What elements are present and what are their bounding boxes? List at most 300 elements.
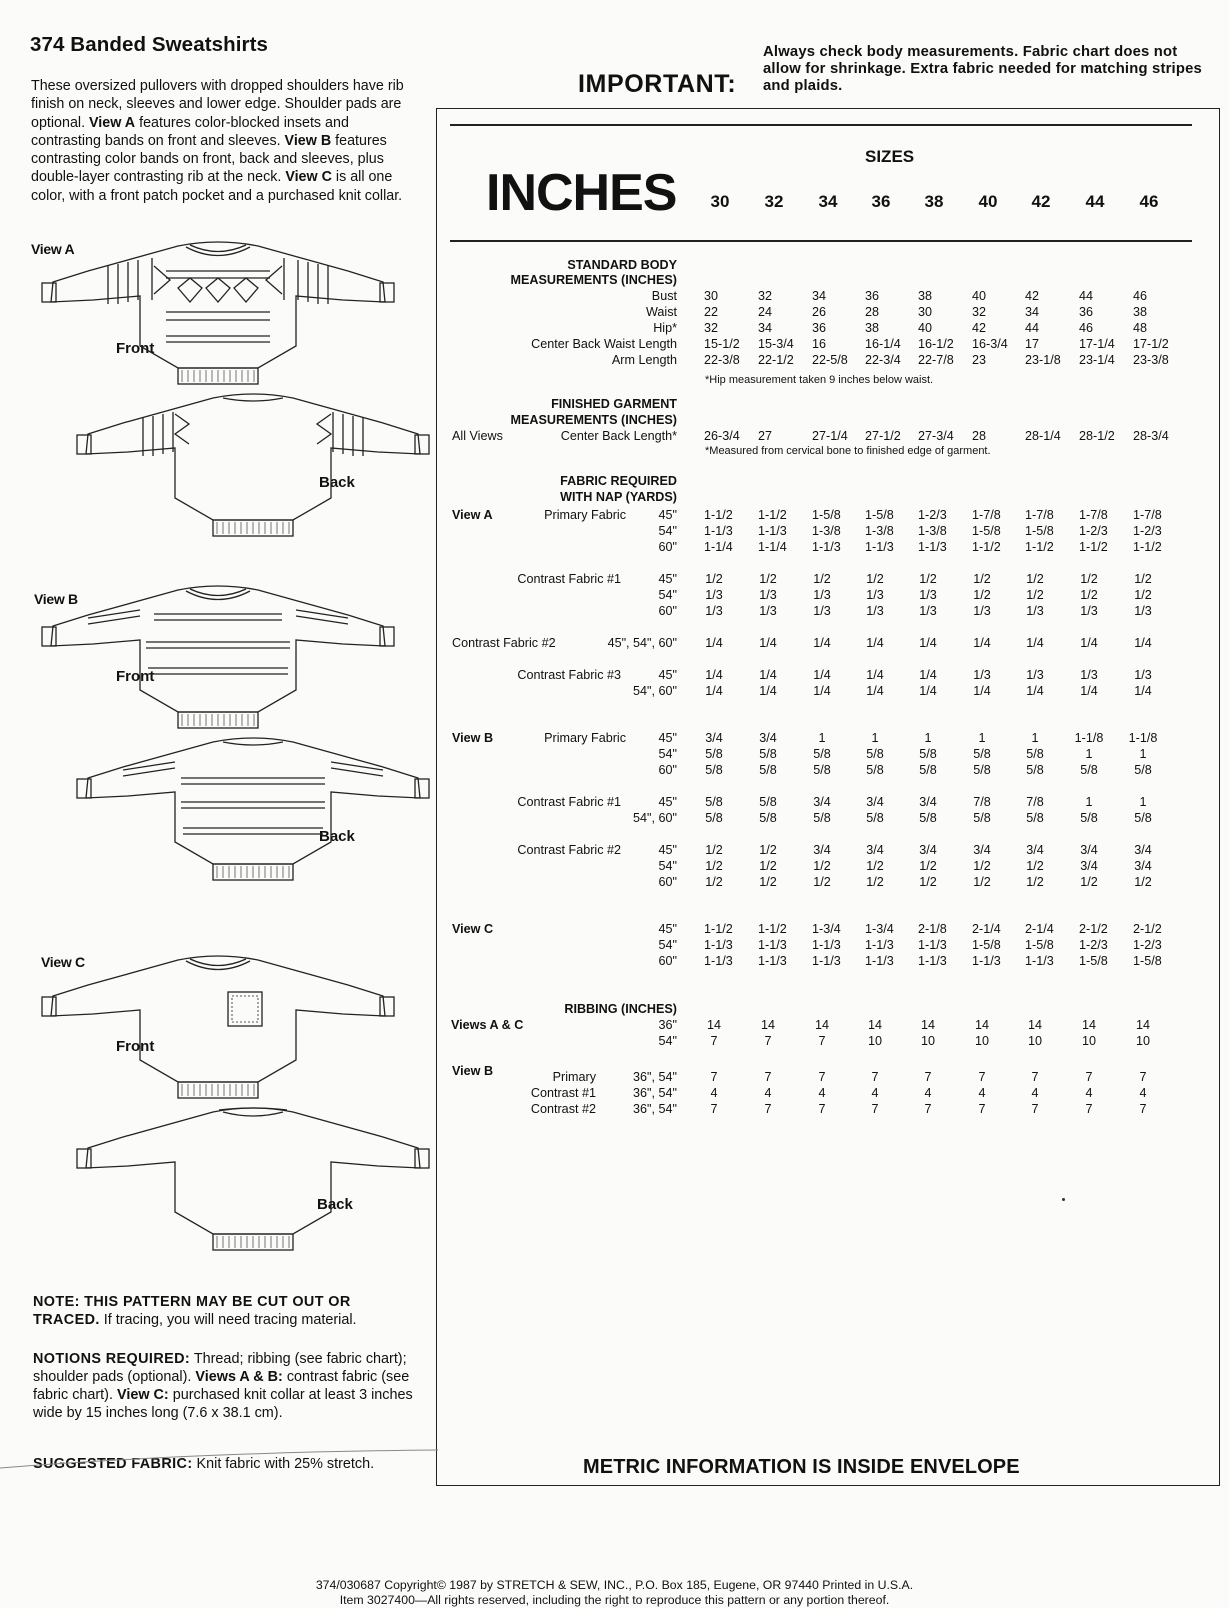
table-cell: 22-3/4 [865, 353, 901, 367]
table-cell: 7 [818, 1102, 826, 1116]
row-label: 36", 54" [633, 1070, 677, 1084]
table-cell: 1/2 [1026, 588, 1044, 602]
table-cell: 16-1/4 [865, 337, 901, 351]
row-label: Primary [552, 1070, 596, 1084]
table-cell: 1-1/3 [704, 938, 733, 952]
table-cell: 1-1/4 [758, 540, 787, 554]
row-label: STANDARD BODY [567, 258, 677, 272]
table-cell: 34 [1025, 305, 1040, 319]
table-cell: 1-1/3 [865, 540, 894, 554]
cut-or-trace-note [33, 1293, 415, 1329]
table-cell: 1 [1139, 795, 1147, 809]
row-label: 54" [658, 588, 677, 602]
row-label: 36", 54" [633, 1102, 677, 1116]
sizes-label: SIZES [865, 147, 915, 166]
table-cell: 5/8 [919, 747, 937, 761]
table-cell: 1/4 [759, 684, 777, 698]
table-cell: 1/4 [813, 668, 831, 682]
table-cell: 7 [1139, 1102, 1147, 1116]
table-cell: 10 [974, 1034, 989, 1048]
table-cell: 1/3 [759, 588, 777, 602]
table-cell: 1-2/3 [918, 508, 947, 522]
table-cell: 10 [1081, 1034, 1096, 1048]
table-cell: 22-7/8 [918, 353, 954, 367]
copyright-footer [0, 1578, 1229, 1608]
table-cell: 5/8 [919, 763, 937, 777]
view-b-front-label: Front [116, 668, 155, 685]
row-label: 45" [658, 922, 677, 936]
table-cell: 1/2 [973, 875, 991, 889]
notions-caps: NOTIONS REQUIRED: [33, 1351, 191, 1367]
table-cell: 1-1/2 [1025, 540, 1054, 554]
row-label: 36" [658, 1018, 677, 1032]
table-cell: 1/3 [705, 604, 723, 618]
table-cell: 3/4 [973, 843, 991, 857]
description-run: features color-blocked insets and contrasting bands on front and sleeves. [31, 114, 349, 149]
table-cell: 5/8 [759, 795, 777, 809]
row-label: FINISHED GARMENT [551, 397, 677, 411]
view-b-back-label: Back [319, 828, 355, 845]
table-cell: 1-7/8 [1133, 508, 1162, 522]
view-c-front-label: Front [116, 1038, 155, 1055]
row-label: Center Back Length* [560, 429, 677, 443]
size-header: 42 [1031, 192, 1051, 211]
table-cell: 36 [865, 289, 880, 303]
table-cell: 1-1/3 [758, 524, 787, 538]
table-cell: 14 [867, 1018, 882, 1032]
table-cell: 1 [818, 731, 826, 745]
row-label: Hip* [653, 321, 677, 335]
table-cell: 5/8 [705, 747, 723, 761]
table-cell: 1-1/8 [1128, 731, 1158, 745]
table-cell: 1/2 [759, 875, 777, 889]
notions-view-c: View C: [116, 1387, 169, 1403]
table-cell: 1-1/3 [865, 938, 894, 952]
table-cell: 1/4 [919, 636, 937, 650]
row-label: 45" [658, 668, 677, 682]
table-cell: 1/2 [973, 572, 991, 586]
table-cell: 1/3 [1026, 668, 1044, 682]
table-cell: 32 [704, 321, 719, 335]
table-cell: 1-1/2 [1079, 540, 1108, 554]
table-cell: 7 [764, 1034, 772, 1048]
table-cell: 1/3 [1134, 604, 1152, 618]
row-label: Contrast #1 [530, 1086, 596, 1100]
important-text: Always check body measurements. Fabric chart does not allow for shrinkage. Extra fabric needed for matching stripes and plaids. [763, 44, 1202, 94]
row-label: Contrast Fabric #1 [517, 795, 621, 809]
size-header: 44 [1085, 192, 1105, 211]
table-cell: 1-1/3 [918, 938, 947, 952]
table-cell: 4 [710, 1086, 718, 1100]
table-cell: 5/8 [759, 747, 777, 761]
table-cell: 1/4 [866, 668, 884, 682]
table-cell: 5/8 [1026, 763, 1044, 777]
table-cell: 2-1/4 [1025, 922, 1054, 936]
table-cell: 1/2 [1080, 875, 1098, 889]
table-cell: 4 [1085, 1086, 1093, 1100]
table-cell: 14 [1135, 1018, 1150, 1032]
table-cell: 1 [1085, 795, 1093, 809]
row-label: MEASUREMENTS (INCHES) [510, 413, 677, 427]
table-cell: 32 [758, 289, 773, 303]
table-cell: 3/4 [866, 795, 884, 809]
table-cell: 38 [865, 321, 880, 335]
table-cell: 1/3 [919, 604, 937, 618]
table-cell: 7 [871, 1102, 879, 1116]
table-cell: 1/2 [759, 572, 777, 586]
table-cell: 23-1/4 [1079, 353, 1115, 367]
table-cell: 28-3/4 [1133, 429, 1169, 443]
table-cell: 7 [764, 1070, 772, 1084]
table-cell: 1/3 [813, 588, 831, 602]
table-cell: 4 [1139, 1086, 1147, 1100]
table-cell: 7 [710, 1034, 718, 1048]
table-cell: 7 [871, 1070, 879, 1084]
table-cell: 1/4 [813, 636, 831, 650]
row-label: Center Back Waist Length [531, 337, 677, 351]
row-label: Arm Length [611, 353, 677, 367]
table-cell: 42 [1025, 289, 1040, 303]
row-label: 45", 54", 60" [607, 636, 677, 650]
table-cell: 1 [871, 731, 879, 745]
table-cell: 5/8 [1026, 747, 1044, 761]
description-run: is all one color, with a front patch pocket and a purchased knit collar. [31, 169, 403, 204]
table-cell: 1/3 [705, 588, 723, 602]
table-cell: 4 [818, 1086, 826, 1100]
view-c-back-illustration [73, 1102, 433, 1254]
table-cell: 1/2 [919, 875, 937, 889]
table-cell: 1-2/3 [1133, 524, 1162, 538]
table-cell: 1/3 [813, 604, 831, 618]
table-cell: 1/3 [1080, 668, 1098, 682]
table-cell: 1 [1085, 747, 1093, 761]
table-cell: 17-1/4 [1079, 337, 1115, 351]
table-cell: 1/4 [1080, 684, 1098, 698]
table-cell: 46 [1133, 289, 1148, 303]
description-run: features contrasting color bands on front, back and sleeves, plus double-layer contrasting rib at the neck. [31, 132, 387, 186]
table-cell: 1-5/8 [1025, 938, 1054, 952]
table-cell: 15-1/2 [704, 337, 740, 351]
table-cell: 1-5/8 [812, 508, 841, 522]
table-cell: 1/2 [705, 572, 723, 586]
table-cell: 7 [1139, 1070, 1147, 1084]
table-cell: 10 [867, 1034, 882, 1048]
table-cell: 1/2 [1026, 875, 1044, 889]
view-c-front-illustration [38, 950, 398, 1102]
table-cell: 5/8 [813, 763, 831, 777]
row-label: Primary Fabric [544, 508, 626, 522]
table-cell: 7 [924, 1102, 932, 1116]
table-cell: 1/4 [919, 668, 937, 682]
cbl-footnote: *Measured from cervical bone to finished edge of garment. [705, 445, 991, 457]
copyright-line-2: Item 3027400—All rights reserved, including the right to reproduce this pattern or any portion thereof. [339, 1593, 890, 1607]
table-cell: 14 [706, 1018, 721, 1032]
table-cell: 7 [978, 1070, 986, 1084]
table-cell: 7 [1031, 1102, 1039, 1116]
table-cell: 1-1/2 [758, 508, 787, 522]
table-cell: 14 [974, 1018, 989, 1032]
view-a-label: View A [31, 241, 75, 257]
notions-required [33, 1350, 413, 1422]
notions-text-1: Thread; ribbing (see fabric chart); shoulder pads (optional). [33, 1351, 407, 1385]
table-cell: 28 [972, 429, 987, 443]
table-cell: 1-1/3 [812, 540, 841, 554]
table-cell: 1/2 [1134, 588, 1152, 602]
table-cell: 1-3/4 [812, 922, 841, 936]
table-cell: 46 [1079, 321, 1094, 335]
table-cell: 5/8 [973, 747, 991, 761]
table-cell: 4 [924, 1086, 932, 1100]
row-label: 45" [658, 795, 677, 809]
table-cell: 16-3/4 [972, 337, 1008, 351]
table-cell: 1 [978, 731, 986, 745]
table-cell: 22 [704, 305, 719, 319]
row-label: Primary Fabric [544, 731, 626, 745]
row-label: 45" [658, 843, 677, 857]
table-cell: 1-2/3 [1079, 524, 1108, 538]
table-cell: 1/2 [919, 859, 937, 873]
table-cell: 2-1/2 [1133, 922, 1162, 936]
table-cell: 7/8 [973, 795, 991, 809]
table-cell: 23 [972, 353, 987, 367]
table-cell: 1/4 [866, 684, 884, 698]
description-bold-run: View C [285, 169, 332, 186]
table-cell: 1/4 [919, 684, 937, 698]
table-cell: 1/4 [759, 668, 777, 682]
table-cell: 1/2 [813, 859, 831, 873]
note-text: If tracing, you will need tracing material. [99, 1312, 357, 1328]
hip-footnote: *Hip measurement taken 9 inches below waist. [705, 374, 934, 386]
table-cell: 1/2 [866, 875, 884, 889]
table-cell: 1-1/2 [758, 922, 787, 936]
row-label: 54", 60" [633, 811, 677, 825]
table-cell: 10 [920, 1034, 935, 1048]
table-cell: 5/8 [705, 811, 723, 825]
table-cell: 1-1/3 [918, 540, 947, 554]
table-cell: 28-1/4 [1025, 429, 1061, 443]
table-cell: 27 [758, 429, 773, 443]
notions-views-ab: Views A & B: [195, 1369, 283, 1385]
table-cell: 5/8 [813, 747, 831, 761]
table-cell: 1/4 [1134, 636, 1152, 650]
row-label: View C [452, 922, 494, 936]
table-cell: 16 [812, 337, 827, 351]
table-cell: 1-5/8 [1025, 524, 1054, 538]
view-b-back-illustration [73, 732, 433, 884]
row-label: Bust [651, 289, 677, 303]
table-cell: 3/4 [705, 731, 723, 745]
row-label: 54" [658, 1034, 677, 1048]
table-cell: 1-1/3 [972, 954, 1001, 968]
table-cell: 27-3/4 [918, 429, 954, 443]
table-cell: 1/3 [759, 604, 777, 618]
row-label: WITH NAP (YARDS) [560, 490, 677, 504]
table-cell: 1/2 [705, 843, 723, 857]
row-label: Views A & C [451, 1018, 524, 1032]
row-label: RIBBING (INCHES) [564, 1002, 677, 1016]
table-cell: 23-1/8 [1025, 353, 1061, 367]
table-cell: 1-1/2 [704, 922, 733, 936]
table-cell: 3/4 [919, 843, 937, 857]
table-cell: 5/8 [866, 747, 884, 761]
view-c-back-label: Back [317, 1196, 353, 1213]
chart-header-rule [450, 240, 1192, 242]
table-cell: 1-2/3 [1133, 938, 1162, 952]
table-cell: 3/4 [813, 843, 831, 857]
size-header: 36 [871, 192, 891, 211]
table-cell: 1/2 [1080, 588, 1098, 602]
table-cell: 1/4 [705, 684, 723, 698]
table-cell: 42 [972, 321, 987, 335]
notions-text-3: purchased knit collar at least 3 inches wide by 15 inches long (7.6 x 38.1 cm). [33, 1387, 413, 1421]
size-header: 40 [978, 192, 998, 211]
table-cell: 1/2 [759, 859, 777, 873]
table-cell: 1/4 [973, 684, 991, 698]
table-cell: 1/4 [1134, 684, 1152, 698]
table-cell: 1-5/8 [1079, 954, 1108, 968]
size-header: 34 [818, 192, 838, 211]
table-cell: 1/2 [919, 572, 937, 586]
table-cell: 3/4 [1026, 843, 1044, 857]
table-cell: 22-3/8 [704, 353, 740, 367]
table-cell: 7 [710, 1102, 718, 1116]
table-cell: 1-1/3 [918, 954, 947, 968]
description-bold-run: View A [89, 114, 136, 131]
view-a-front-label: Front [116, 340, 155, 357]
table-cell: 4 [764, 1086, 772, 1100]
table-cell: 1-1/3 [1025, 954, 1054, 968]
table-cell: 1-1/2 [704, 508, 733, 522]
table-cell: 1-3/8 [812, 524, 841, 538]
size-header: 30 [710, 192, 730, 211]
row-label: 54" [658, 524, 677, 538]
row-label: 45" [658, 731, 677, 745]
table-cell: 28-1/2 [1079, 429, 1115, 443]
table-cell: 4 [1031, 1086, 1039, 1100]
description-bold-run: View B [284, 132, 332, 149]
table-cell: 3/4 [1080, 843, 1098, 857]
table-cell: 10 [1135, 1034, 1150, 1048]
table-cell: 1/2 [866, 859, 884, 873]
table-cell: 1 [924, 731, 932, 745]
table-cell: 5/8 [759, 811, 777, 825]
table-cell: 1/4 [866, 636, 884, 650]
table-cell: 5/8 [1080, 811, 1098, 825]
table-cell: 1/2 [705, 859, 723, 873]
table-cell: 5/8 [705, 795, 723, 809]
table-cell: 30 [704, 289, 719, 303]
page-edge-curve [0, 1430, 440, 1470]
table-cell: 7 [710, 1070, 718, 1084]
table-cell: 17-1/2 [1133, 337, 1169, 351]
table-cell: 1/3 [866, 588, 884, 602]
print-speck [1062, 1198, 1065, 1201]
row-label: 60" [658, 540, 677, 554]
table-cell: 28 [865, 305, 880, 319]
size-header: 32 [764, 192, 784, 211]
table-cell: 1/2 [1026, 859, 1044, 873]
row-label: 54", 60" [633, 684, 677, 698]
table-cell: 14 [920, 1018, 935, 1032]
table-cell: 5/8 [866, 811, 884, 825]
row-label: Contrast #2 [530, 1102, 596, 1116]
table-cell: 1/2 [1080, 572, 1098, 586]
table-cell: 1/3 [919, 588, 937, 602]
table-cell: 26-3/4 [704, 429, 740, 443]
table-cell: 1/2 [866, 572, 884, 586]
table-cell: 1/2 [1026, 572, 1044, 586]
table-cell: 5/8 [1026, 811, 1044, 825]
table-cell: 1/2 [1134, 875, 1152, 889]
table-cell: 3/4 [919, 795, 937, 809]
table-cell: 3/4 [1080, 859, 1098, 873]
view-a-front-illustration [38, 236, 398, 388]
table-cell: 1/3 [1134, 668, 1152, 682]
table-cell: 36 [812, 321, 827, 335]
table-cell: 5/8 [813, 811, 831, 825]
row-label: All Views [452, 429, 503, 443]
important-label: IMPORTANT: [578, 70, 737, 98]
table-cell: 5/8 [866, 763, 884, 777]
table-cell: 1-1/3 [704, 524, 733, 538]
table-cell: 1/3 [973, 668, 991, 682]
table-cell: 1/4 [759, 636, 777, 650]
metric-note: METRIC INFORMATION IS INSIDE ENVELOPE [583, 1456, 1020, 1478]
table-cell: 5/8 [705, 763, 723, 777]
table-cell: 14 [1081, 1018, 1096, 1032]
table-cell: 34 [758, 321, 773, 335]
table-cell: 5/8 [759, 763, 777, 777]
table-cell: 4 [871, 1086, 879, 1100]
pattern-description [31, 77, 414, 205]
row-label: 54" [658, 859, 677, 873]
row-label: 54" [658, 938, 677, 952]
table-cell: 38 [1133, 305, 1148, 319]
table-cell: 1/4 [813, 684, 831, 698]
table-cell: 7 [818, 1034, 826, 1048]
table-cell: 1/3 [973, 604, 991, 618]
row-label: Waist [645, 305, 677, 319]
table-cell: 5/8 [1080, 763, 1098, 777]
row-label: Contrast Fabric #1 [517, 572, 621, 586]
table-cell: 1/4 [973, 636, 991, 650]
table-cell: 16-1/2 [918, 337, 954, 351]
notions-text-2: contrast fabric (see fabric chart). [33, 1369, 410, 1403]
row-label: 36", 54" [633, 1086, 677, 1100]
table-cell: 1/2 [973, 588, 991, 602]
table-cell: 5/8 [1134, 811, 1152, 825]
table-cell: 7 [978, 1102, 986, 1116]
table-cell: 5/8 [973, 763, 991, 777]
table-cell: 5/8 [1134, 763, 1152, 777]
table-cell: 44 [1079, 289, 1094, 303]
table-cell: 10 [1027, 1034, 1042, 1048]
table-cell: 1/2 [813, 572, 831, 586]
table-cell: 1/3 [1026, 604, 1044, 618]
view-c-label: View C [41, 954, 85, 970]
table-cell: 44 [1025, 321, 1040, 335]
table-cell: 1-5/8 [1133, 954, 1162, 968]
table-cell: 15-3/4 [758, 337, 794, 351]
table-cell: 5/8 [973, 811, 991, 825]
row-label: FABRIC REQUIRED [560, 474, 677, 488]
table-cell: 32 [972, 305, 987, 319]
table-cell: 3/4 [1134, 843, 1152, 857]
chart-top-rule [450, 124, 1192, 126]
table-cell: 23-3/8 [1133, 353, 1169, 367]
size-header: 38 [924, 192, 944, 211]
row-label: 45" [658, 508, 677, 522]
